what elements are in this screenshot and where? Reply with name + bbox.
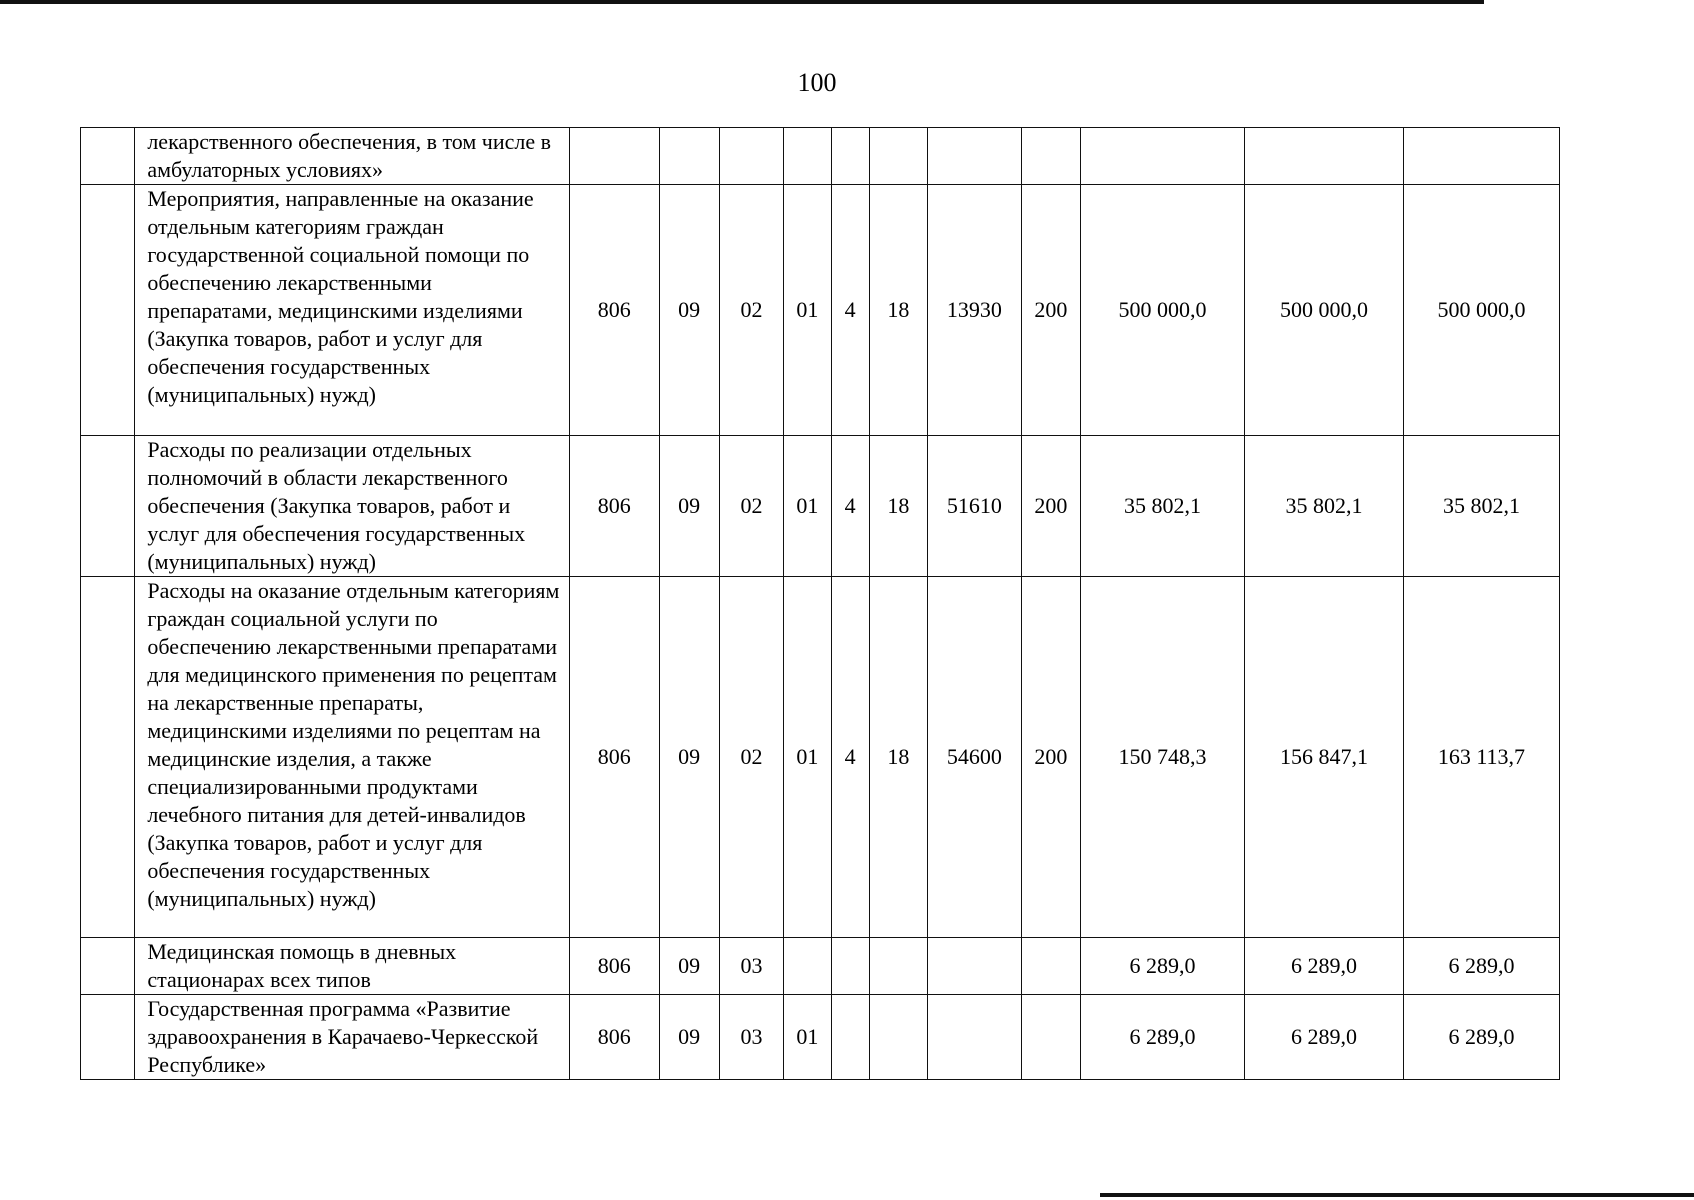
amount-year-2-cell: 156 847,1 — [1245, 577, 1404, 938]
expense-type-code-cell: 200 — [1021, 436, 1080, 577]
subprogram-code-cell — [869, 938, 927, 995]
direction-code-cell: 13930 — [928, 185, 1022, 436]
program-code-cell — [784, 938, 831, 995]
program-code-cell: 01 — [784, 185, 831, 436]
direction-code-cell: 54600 — [928, 577, 1022, 938]
expense-name-cell: Расходы на оказание отдельным категориям граждан социальной услуги по обеспечению лекарственными препаратами для медицинского применения по рецептам на лекарственные препараты, медицинскими изделиями по рецептам на медицинские изделия, а также специализированными продуктами лечебного питания для детей-инвалидов (Закупка товаров, работ и услуг для обеспечения государственных (муниципальных) нужд) — [135, 577, 570, 938]
expense-type-code-cell: 200 — [1021, 577, 1080, 938]
section-code-cell: 09 — [659, 995, 719, 1080]
amount-year-3-cell: 163 113,7 — [1403, 577, 1559, 938]
ministry-code-cell: 806 — [569, 995, 659, 1080]
type-code-cell: 4 — [831, 577, 869, 938]
expense-type-code-cell — [1021, 995, 1080, 1080]
row-number-cell — [81, 185, 135, 436]
subsection-code-cell: 02 — [719, 577, 783, 938]
subsection-code-cell: 02 — [719, 185, 783, 436]
expense-name-cell: Расходы по реализации отдельных полномочий в области лекарственного обеспечения (Закупка товаров, работ и услуг для обеспечения государственных (муниципальных) нужд) — [135, 436, 570, 577]
program-code-cell: 01 — [784, 436, 831, 577]
amount-year-2-cell: 6 289,0 — [1245, 995, 1404, 1080]
table-row — [81, 185, 1560, 436]
page-number: 100 — [797, 68, 837, 97]
ministry-code-cell: 806 — [569, 436, 659, 577]
expense-name-cell: Государственная программа «Развитие здравоохранения в Карачаево-Черкесской Республике» — [135, 995, 570, 1080]
amount-year-3-cell: 500 000,0 — [1403, 185, 1559, 436]
section-code-cell: 09 — [659, 436, 719, 577]
row-number-cell — [81, 995, 135, 1080]
direction-code-cell — [928, 995, 1022, 1080]
amount-year-1-cell: 6 289,0 — [1081, 995, 1245, 1080]
table-row — [81, 577, 1560, 938]
row-number-cell — [81, 128, 135, 185]
section-code-cell: 09 — [659, 185, 719, 436]
subprogram-code-cell: 18 — [869, 436, 927, 577]
direction-code-cell — [928, 128, 1022, 185]
ministry-code-cell: 806 — [569, 185, 659, 436]
program-code-cell — [784, 128, 831, 185]
section-code-cell: 09 — [659, 938, 719, 995]
amount-year-3-cell: 6 289,0 — [1403, 938, 1559, 995]
type-code-cell — [831, 938, 869, 995]
subsection-code-cell: 02 — [719, 436, 783, 577]
subprogram-code-cell — [869, 128, 927, 185]
expense-name-cell: Медицинская помощь в дневных стационарах всех типов — [135, 938, 570, 995]
row-number-cell — [81, 938, 135, 995]
table-row — [81, 938, 1560, 995]
section-code-cell: 09 — [659, 577, 719, 938]
program-code-cell: 01 — [784, 577, 831, 938]
row-number-cell — [81, 577, 135, 938]
table-row — [81, 128, 1560, 185]
expense-type-code-cell — [1021, 128, 1080, 185]
type-code-cell — [831, 995, 869, 1080]
top-scan-rule — [0, 0, 1484, 4]
subsection-code-cell: 03 — [719, 995, 783, 1080]
bottom-scan-rule — [1100, 1193, 1694, 1197]
direction-code-cell — [928, 938, 1022, 995]
amount-year-1-cell: 6 289,0 — [1081, 938, 1245, 995]
type-code-cell: 4 — [831, 185, 869, 436]
expense-type-code-cell: 200 — [1021, 185, 1080, 436]
amount-year-1-cell: 35 802,1 — [1081, 436, 1245, 577]
row-number-cell — [81, 436, 135, 577]
expense-name-cell: Мероприятия, направленные на оказание отдельным категориям граждан государственной социальной помощи по обеспечению лекарственными препаратами, медицинскими изделиями (Закупка товаров, работ и услуг для обеспечения государственных (муниципальных) нужд) — [135, 185, 570, 436]
ministry-code-cell — [569, 128, 659, 185]
section-code-cell — [659, 128, 719, 185]
subprogram-code-cell: 18 — [869, 185, 927, 436]
ministry-code-cell: 806 — [569, 938, 659, 995]
expense-name-cell: лекарственного обеспечения, в том числе в амбулаторных условиях» — [135, 128, 570, 185]
amount-year-1-cell: 500 000,0 — [1081, 185, 1245, 436]
budget-table — [80, 127, 1560, 1080]
type-code-cell — [831, 128, 869, 185]
table-row — [81, 436, 1560, 577]
amount-year-2-cell: 6 289,0 — [1245, 938, 1404, 995]
amount-year-1-cell — [1081, 128, 1245, 185]
subsection-code-cell: 03 — [719, 938, 783, 995]
amount-year-2-cell: 500 000,0 — [1245, 185, 1404, 436]
subsection-code-cell — [719, 128, 783, 185]
program-code-cell: 01 — [784, 995, 831, 1080]
subprogram-code-cell — [869, 995, 927, 1080]
ministry-code-cell: 806 — [569, 577, 659, 938]
amount-year-3-cell: 35 802,1 — [1403, 436, 1559, 577]
amount-year-1-cell: 150 748,3 — [1081, 577, 1245, 938]
amount-year-3-cell — [1403, 128, 1559, 185]
subprogram-code-cell: 18 — [869, 577, 927, 938]
amount-year-2-cell: 35 802,1 — [1245, 436, 1404, 577]
type-code-cell: 4 — [831, 436, 869, 577]
amount-year-3-cell: 6 289,0 — [1403, 995, 1559, 1080]
amount-year-2-cell — [1245, 128, 1404, 185]
expense-type-code-cell — [1021, 938, 1080, 995]
table-row — [81, 995, 1560, 1080]
direction-code-cell: 51610 — [928, 436, 1022, 577]
